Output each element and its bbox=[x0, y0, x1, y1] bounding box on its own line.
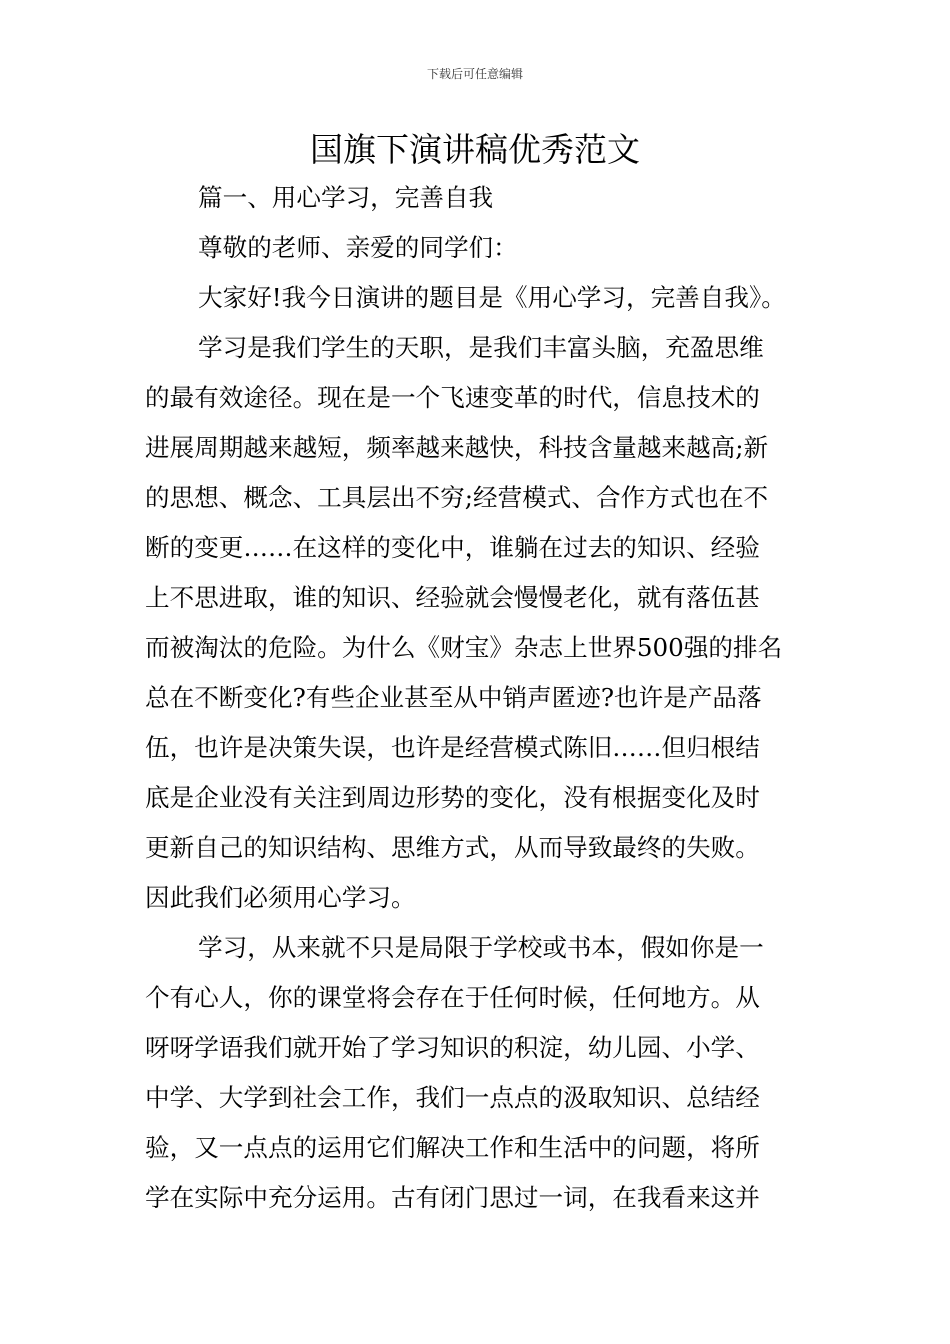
text-line: 上不思进取，谁的知识、经验就会慢慢老化，就有落伍甚 bbox=[145, 583, 760, 612]
text-line: 断的变更……在这样的变化中，谁躺在过去的知识、经验 bbox=[145, 533, 760, 562]
text-line: 学在实际中充分运用。古有闭门思过一词，在我看来这并 bbox=[145, 1183, 760, 1212]
text-line: 验，又一点点的运用它们解决工作和生活中的问题，将所 bbox=[145, 1133, 760, 1162]
text-line: 中学、大学到社会工作，我们一点点的汲取知识、总结经 bbox=[145, 1083, 760, 1112]
text-line: 的最有效途径。现在是一个飞速变革的时代，信息技术的 bbox=[145, 383, 760, 412]
text-line: 篇一、用心学习，完善自我 bbox=[198, 183, 494, 212]
text-line: 更新自己的知识结构、思维方式，从而导致最终的失败。 bbox=[145, 833, 760, 862]
text-line: 伍，也许是决策失误，也许是经营模式陈旧……但归根结 bbox=[145, 733, 760, 762]
document-title: 国旗下演讲稿优秀范文 bbox=[310, 130, 640, 169]
text-line: 学习是我们学生的天职，是我们丰富头脑，充盈思维 bbox=[198, 333, 764, 362]
text-line: 学习，从来就不只是局限于学校或书本，假如你是一 bbox=[198, 933, 764, 962]
text-line: 因此我们必须用心学习。 bbox=[145, 883, 416, 912]
text-line: 大家好!我今日演讲的题目是《用心学习，完善自我》。 bbox=[198, 283, 786, 312]
text-line: 的思想、概念、工具层出不穷;经营模式、合作方式也在不 bbox=[145, 483, 769, 512]
header-note: 下载后可任意编辑 bbox=[426, 67, 523, 81]
text-line: 个有心人，你的课堂将会存在于任何时候，任何地方。从 bbox=[145, 983, 760, 1012]
text-line: 底是企业没有关注到周边形势的变化，没有根据变化及时 bbox=[145, 783, 760, 812]
text-line: 进展周期越来越短，频率越来越快，科技含量越来越高;新 bbox=[145, 433, 769, 462]
text-line: 尊敬的老师、亲爱的同学们： bbox=[198, 233, 518, 262]
text-line: 呀呀学语我们就开始了学习知识的积淀，幼儿园、小学、 bbox=[145, 1033, 760, 1062]
document-body bbox=[145, 173, 807, 1223]
text-line: 总在不断变化?有些企业甚至从中销声匿迹?也许是产品落 bbox=[145, 683, 762, 712]
text-line: 而被淘汰的危险。为什么《财宝》杂志上世界500强的排名 bbox=[145, 633, 783, 662]
